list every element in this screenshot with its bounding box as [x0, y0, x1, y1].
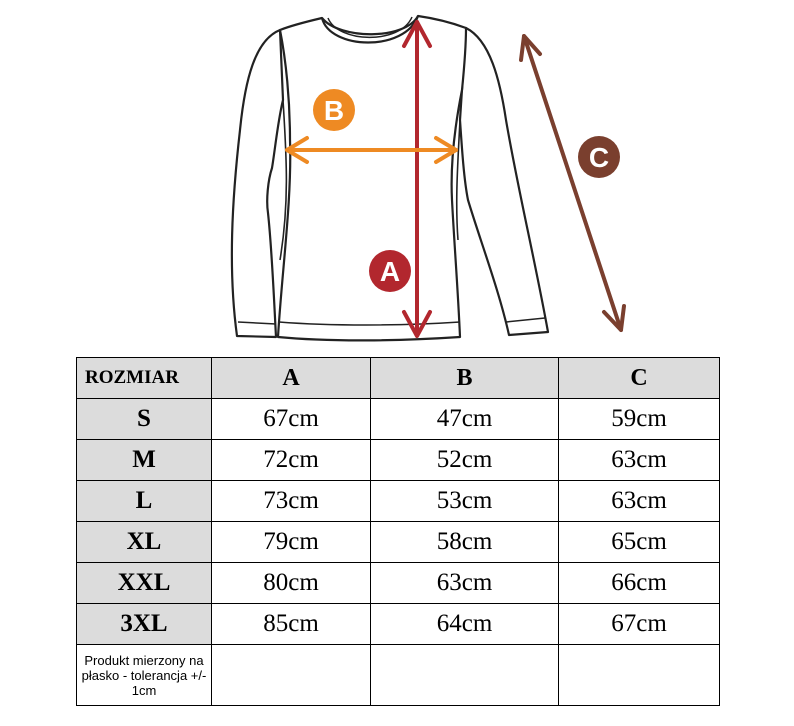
header-c: C — [559, 358, 720, 399]
size-cell: L — [77, 481, 212, 522]
value-b-cell: 63cm — [371, 563, 559, 604]
marker-b-label: B — [323, 95, 345, 126]
table-row — [77, 440, 720, 481]
value-a-cell: 79cm — [212, 522, 371, 563]
value-c-cell: 65cm — [559, 522, 720, 563]
size-cell: 3XL — [77, 604, 212, 645]
value-a-cell: 72cm — [212, 440, 371, 481]
table-row — [77, 522, 720, 563]
table-row — [77, 481, 720, 522]
header-b: B — [371, 358, 559, 399]
header-a: A — [212, 358, 371, 399]
size-cell: XL — [77, 522, 212, 563]
value-c-cell: 63cm — [559, 440, 720, 481]
empty-cell — [371, 645, 559, 706]
value-b-cell: 47cm — [371, 399, 559, 440]
size-cell: XXL — [77, 563, 212, 604]
value-a-cell: 85cm — [212, 604, 371, 645]
empty-cell — [559, 645, 720, 706]
header-size: ROZMIAR — [77, 358, 212, 399]
table-header-row — [77, 358, 720, 399]
garment-measurement-diagram — [0, 0, 794, 350]
marker-c-label: C — [588, 142, 610, 173]
marker-b-badge — [313, 89, 355, 131]
table-row — [77, 604, 720, 645]
size-chart-table — [76, 357, 720, 706]
value-a-cell: 67cm — [212, 399, 371, 440]
empty-cell — [212, 645, 371, 706]
value-a-cell: 73cm — [212, 481, 371, 522]
size-cell: M — [77, 440, 212, 481]
table-row — [77, 399, 720, 440]
marker-a-label: A — [379, 256, 401, 287]
value-a-cell: 80cm — [212, 563, 371, 604]
marker-c-badge — [578, 136, 620, 178]
value-b-cell: 58cm — [371, 522, 559, 563]
value-c-cell: 59cm — [559, 399, 720, 440]
value-b-cell: 52cm — [371, 440, 559, 481]
value-b-cell: 53cm — [371, 481, 559, 522]
table-row — [77, 563, 720, 604]
measurement-note: Produkt mierzony na płasko - tolerancja +/- 1cm — [77, 645, 212, 706]
marker-a-badge — [369, 250, 411, 292]
value-c-cell: 67cm — [559, 604, 720, 645]
value-c-cell: 63cm — [559, 481, 720, 522]
value-b-cell: 64cm — [371, 604, 559, 645]
value-c-cell: 66cm — [559, 563, 720, 604]
table-note-row — [77, 645, 720, 706]
size-cell: S — [77, 399, 212, 440]
